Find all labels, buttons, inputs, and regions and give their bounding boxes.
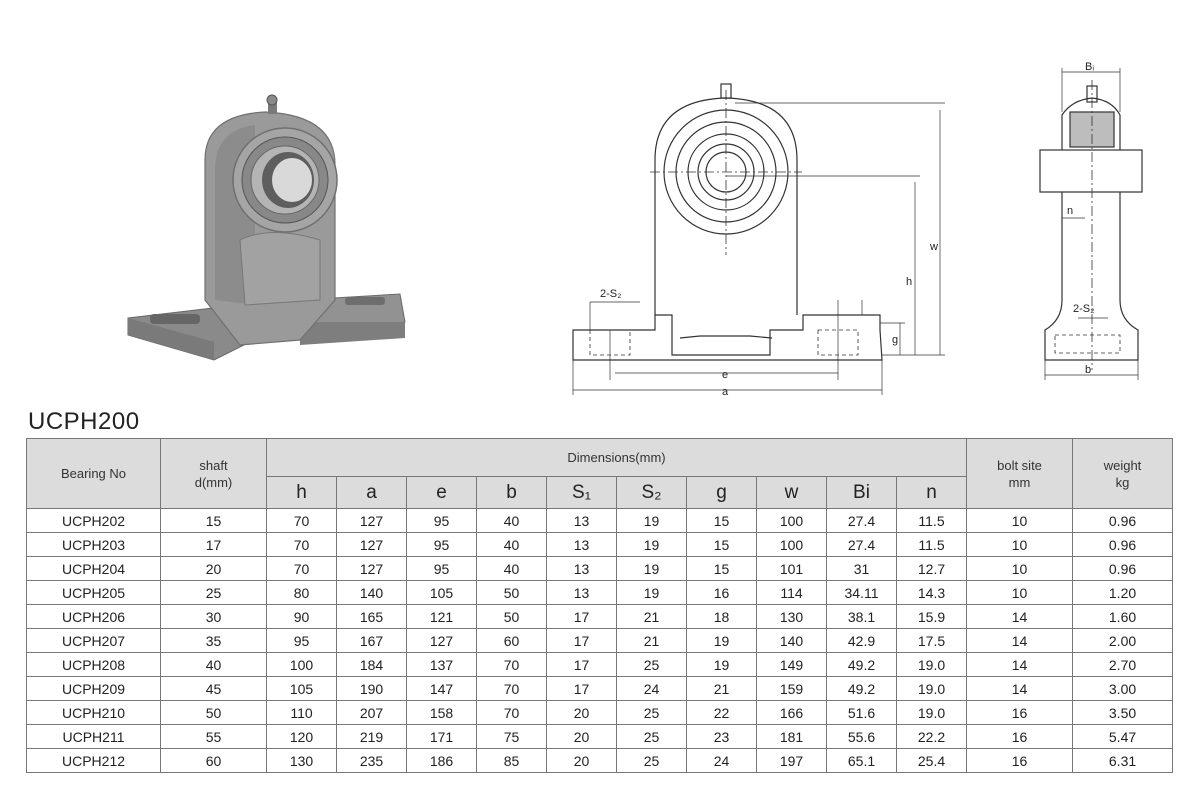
cell-shaft: 55 [161, 725, 267, 749]
cell-shaft: 35 [161, 629, 267, 653]
cell-s2: 21 [617, 605, 687, 629]
cell-a: 190 [337, 677, 407, 701]
table-row [27, 581, 1173, 605]
cell-weight: 1.60 [1073, 605, 1173, 629]
table-row [27, 533, 1173, 557]
header-dimensions: Dimensions(mm) [267, 439, 967, 477]
cell-e: 186 [407, 749, 477, 773]
b1-label: Bᵢ [1085, 61, 1095, 73]
cell-b: 75 [477, 725, 547, 749]
header-weight [1073, 439, 1173, 509]
cell-n: 11.5 [897, 533, 967, 557]
cell-e: 95 [407, 509, 477, 533]
cell-s1: 13 [547, 581, 617, 605]
cell-shaft: 60 [161, 749, 267, 773]
cell-w: 114 [757, 581, 827, 605]
cell-weight: 0.96 [1073, 509, 1173, 533]
cell-h: 90 [267, 605, 337, 629]
cell-weight: 1.20 [1073, 581, 1173, 605]
cell-bi: 49.2 [827, 653, 897, 677]
cell-w: 149 [757, 653, 827, 677]
cell-b: 85 [477, 749, 547, 773]
cell-g: 21 [687, 677, 757, 701]
cell-n: 19.0 [897, 653, 967, 677]
cell-g: 15 [687, 533, 757, 557]
cell-shaft: 15 [161, 509, 267, 533]
cell-w: 100 [757, 533, 827, 557]
cell-w: 159 [757, 677, 827, 701]
cell-s2: 19 [617, 509, 687, 533]
e-label: e [722, 369, 729, 381]
cell-n: 19.0 [897, 701, 967, 725]
cell-weight: 6.31 [1073, 749, 1173, 773]
cell-e: 158 [407, 701, 477, 725]
cell-bi: 65.1 [827, 749, 897, 773]
cell-no: UCPH207 [27, 629, 161, 653]
cell-a: 235 [337, 749, 407, 773]
cell-h: 120 [267, 725, 337, 749]
cell-g: 15 [687, 557, 757, 581]
table-row [27, 725, 1173, 749]
cell-s2: 19 [617, 557, 687, 581]
cell-h: 110 [267, 701, 337, 725]
cell-bolt: 14 [967, 629, 1073, 653]
cell-shaft: 30 [161, 605, 267, 629]
header-bolt-line2: mm [1008, 474, 1031, 490]
series-title: UCPH200 [28, 408, 140, 435]
cell-weight: 0.96 [1073, 557, 1173, 581]
cell-s2: 24 [617, 677, 687, 701]
cell-a: 167 [337, 629, 407, 653]
header-shaft-line1: shaft [199, 457, 228, 473]
cell-g: 16 [687, 581, 757, 605]
cell-n: 14.3 [897, 581, 967, 605]
cell-b: 50 [477, 581, 547, 605]
cell-bolt: 16 [967, 749, 1073, 773]
cell-bi: 38.1 [827, 605, 897, 629]
cell-h: 70 [267, 557, 337, 581]
cell-no: UCPH209 [27, 677, 161, 701]
cell-a: 165 [337, 605, 407, 629]
cell-a: 127 [337, 533, 407, 557]
cell-a: 140 [337, 581, 407, 605]
cell-s2: 25 [617, 701, 687, 725]
table-body [27, 509, 1173, 773]
cell-g: 18 [687, 605, 757, 629]
table-row [27, 509, 1173, 533]
cell-h: 95 [267, 629, 337, 653]
cell-e: 121 [407, 605, 477, 629]
cell-a: 219 [337, 725, 407, 749]
cell-h: 130 [267, 749, 337, 773]
header-bolt-site [967, 439, 1073, 509]
dimensions-table [26, 438, 1173, 773]
front-s2-label: 2-S₂ [600, 288, 622, 300]
header-n: n [897, 477, 967, 509]
cell-g: 15 [687, 509, 757, 533]
cell-w: 197 [757, 749, 827, 773]
cell-bi: 42.9 [827, 629, 897, 653]
h-label: h [906, 276, 913, 288]
cell-h: 80 [267, 581, 337, 605]
cell-w: 166 [757, 701, 827, 725]
cell-bolt: 14 [967, 677, 1073, 701]
cell-no: UCPH205 [27, 581, 161, 605]
cell-s1: 17 [547, 653, 617, 677]
front-view-drawing [573, 84, 945, 395]
cell-bi: 27.4 [827, 509, 897, 533]
header-bolt-line1: bolt site [997, 457, 1042, 473]
g-label: g [892, 334, 899, 346]
cell-bolt: 16 [967, 725, 1073, 749]
cell-a: 127 [337, 557, 407, 581]
cell-no: UCPH203 [27, 533, 161, 557]
table-row [27, 605, 1173, 629]
cell-weight: 5.47 [1073, 725, 1173, 749]
header-weight-line1: weight [1103, 457, 1142, 473]
cell-h: 100 [267, 653, 337, 677]
table-row [27, 653, 1173, 677]
cell-a: 207 [337, 701, 407, 725]
cell-b: 40 [477, 533, 547, 557]
cell-e: 127 [407, 629, 477, 653]
header-s1: S₁ [547, 477, 617, 509]
cell-s2: 19 [617, 533, 687, 557]
table-row [27, 749, 1173, 773]
cell-n: 19.0 [897, 677, 967, 701]
cell-w: 100 [757, 509, 827, 533]
table-row [27, 629, 1173, 653]
cell-s2: 19 [617, 581, 687, 605]
cell-no: UCPH202 [27, 509, 161, 533]
cell-n: 15.9 [897, 605, 967, 629]
cell-b: 40 [477, 509, 547, 533]
cell-bolt: 10 [967, 581, 1073, 605]
cell-h: 70 [267, 533, 337, 557]
cell-weight: 0.96 [1073, 533, 1173, 557]
a-label: a [722, 386, 729, 398]
cell-s1: 20 [547, 725, 617, 749]
cell-n: 17.5 [897, 629, 967, 653]
side-s2-label: 2-S₂ [1073, 303, 1095, 315]
cell-s1: 20 [547, 749, 617, 773]
cell-weight: 3.00 [1073, 677, 1173, 701]
cell-g: 19 [687, 629, 757, 653]
cell-w: 140 [757, 629, 827, 653]
cell-bi: 51.6 [827, 701, 897, 725]
cell-s1: 17 [547, 629, 617, 653]
header-e: e [407, 477, 477, 509]
cell-bi: 31 [827, 557, 897, 581]
table-row [27, 557, 1173, 581]
header-a: a [337, 477, 407, 509]
cell-b: 50 [477, 605, 547, 629]
cell-w: 181 [757, 725, 827, 749]
header-s2: S₂ [617, 477, 687, 509]
header-shaft [161, 439, 267, 509]
cell-no: UCPH204 [27, 557, 161, 581]
cell-w: 130 [757, 605, 827, 629]
header-bi: Bi [827, 477, 897, 509]
cell-s1: 13 [547, 557, 617, 581]
cell-g: 19 [687, 653, 757, 677]
cell-shaft: 50 [161, 701, 267, 725]
cell-e: 95 [407, 533, 477, 557]
cell-bolt: 14 [967, 653, 1073, 677]
cell-bolt: 10 [967, 509, 1073, 533]
cell-b: 40 [477, 557, 547, 581]
cell-b: 70 [477, 653, 547, 677]
cell-s1: 13 [547, 533, 617, 557]
cell-h: 105 [267, 677, 337, 701]
cell-s1: 17 [547, 605, 617, 629]
cell-no: UCPH212 [27, 749, 161, 773]
n-label: n [1067, 205, 1074, 217]
header-h: h [267, 477, 337, 509]
header-w: w [757, 477, 827, 509]
cell-s2: 25 [617, 653, 687, 677]
cell-e: 105 [407, 581, 477, 605]
cell-s2: 25 [617, 749, 687, 773]
cell-shaft: 45 [161, 677, 267, 701]
cell-a: 127 [337, 509, 407, 533]
cell-no: UCPH210 [27, 701, 161, 725]
cell-s2: 25 [617, 725, 687, 749]
cell-e: 171 [407, 725, 477, 749]
cell-no: UCPH211 [27, 725, 161, 749]
cell-weight: 2.00 [1073, 629, 1173, 653]
cell-g: 23 [687, 725, 757, 749]
header-bearing-no: Bearing No [27, 439, 161, 509]
cell-shaft: 20 [161, 557, 267, 581]
cell-shaft: 40 [161, 653, 267, 677]
cell-n: 22.2 [897, 725, 967, 749]
header-b: b [477, 477, 547, 509]
cell-g: 22 [687, 701, 757, 725]
cell-w: 101 [757, 557, 827, 581]
cell-bolt: 16 [967, 701, 1073, 725]
cell-e: 137 [407, 653, 477, 677]
cell-bolt: 14 [967, 605, 1073, 629]
cell-n: 12.7 [897, 557, 967, 581]
b-label: b [1085, 364, 1092, 376]
header-weight-line2: kg [1115, 474, 1130, 490]
header-g: g [687, 477, 757, 509]
cell-weight: 2.70 [1073, 653, 1173, 677]
cell-b: 60 [477, 629, 547, 653]
cell-n: 11.5 [897, 509, 967, 533]
w-label: w [930, 241, 938, 253]
cell-weight: 3.50 [1073, 701, 1173, 725]
cell-bi: 55.6 [827, 725, 897, 749]
table-row [27, 701, 1173, 725]
cell-s1: 20 [547, 701, 617, 725]
cell-b: 70 [477, 677, 547, 701]
product-photo [128, 95, 405, 360]
cell-no: UCPH206 [27, 605, 161, 629]
cell-no: UCPH208 [27, 653, 161, 677]
cell-e: 147 [407, 677, 477, 701]
cell-shaft: 25 [161, 581, 267, 605]
cell-b: 70 [477, 701, 547, 725]
cell-bi: 27.4 [827, 533, 897, 557]
cell-s1: 17 [547, 677, 617, 701]
cell-a: 184 [337, 653, 407, 677]
cell-bolt: 10 [967, 557, 1073, 581]
cell-e: 95 [407, 557, 477, 581]
table-row [27, 677, 1173, 701]
cell-bolt: 10 [967, 533, 1073, 557]
cell-s1: 13 [547, 509, 617, 533]
side-view-drawing [1040, 68, 1142, 380]
cell-h: 70 [267, 509, 337, 533]
cell-s2: 21 [617, 629, 687, 653]
cell-shaft: 17 [161, 533, 267, 557]
cell-bi: 49.2 [827, 677, 897, 701]
cell-bi: 34.11 [827, 581, 897, 605]
cell-n: 25.4 [897, 749, 967, 773]
header-shaft-line2: d(mm) [194, 474, 233, 490]
cell-g: 24 [687, 749, 757, 773]
